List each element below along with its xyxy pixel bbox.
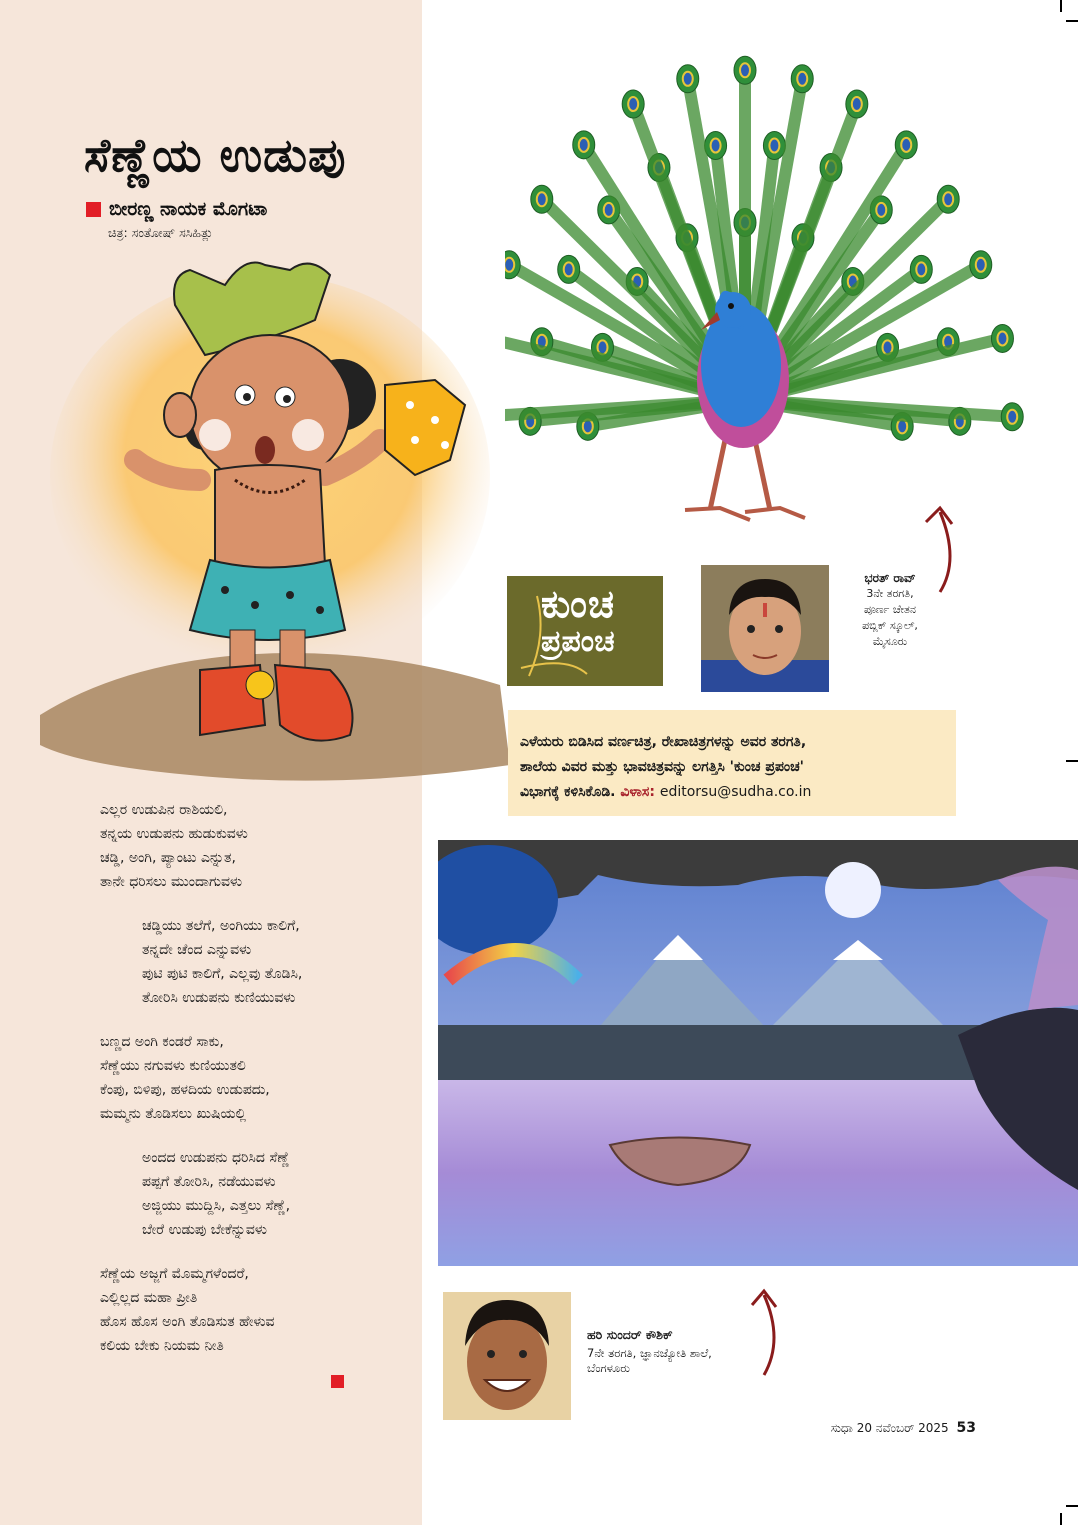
student1-detail: ಪಬ್ಲಿಕ್ ಸ್ಕೂಲ್, xyxy=(862,619,918,632)
child-illustration xyxy=(40,245,510,790)
poem-line: ಮಮ್ಮನು ತೊಡಿಸಲು ಖುಷಿಯಲ್ಲಿ xyxy=(100,1106,247,1122)
info-line-address xyxy=(520,780,944,805)
student1-detail: ಮೈಸೂರು xyxy=(872,635,908,648)
poem-line: ಪಪ್ಪಗೆ ತೋರಿಸಿ, ನಡೆಯುವಳು xyxy=(142,1174,276,1190)
crop-mark xyxy=(1060,0,1062,12)
crop-mark xyxy=(1066,20,1078,22)
poem-line: ಅಂದದ ಉಡುಪನು ಧರಿಸಿದ ಸೆಣ್ಣೆ xyxy=(142,1150,290,1166)
logo-word-kuncha: ಕುಂಚ xyxy=(541,582,615,626)
crop-mark xyxy=(1066,760,1078,762)
student2-name: ಹರಿ ಸುಂದರ್ ಕೌಶಿಕ್ xyxy=(587,1327,673,1342)
illustration-credit: ಚಿತ್ರ: ಸಂತೋಷ್ ಸಸಿಹಿತ್ಲು xyxy=(108,225,214,240)
poem-line: ಸೆಣ್ಣೆಯು ನಗುವಳು ಕುಣಿಯುತಲಿ xyxy=(100,1058,246,1074)
peacock-drawing xyxy=(505,30,1025,550)
logo-word-prapancha: ಪ್ರಪಂಚ xyxy=(541,624,615,659)
poem-line: ಕೆಂಪು, ಬಿಳಿಪು, ಹಳದಿಯ ಉಡುಪದು, xyxy=(100,1082,270,1098)
end-of-article-mark xyxy=(331,1375,344,1388)
poem-line: ಚಡ್ಡಿ, ಅಂಗಿ, ಪ್ಯಾಂಟು ಎನ್ನುತ, xyxy=(100,850,236,866)
poem-line: ಕಲಿಯ ಬೇಕು ನಿಯಮ ನೀತಿ xyxy=(100,1338,224,1354)
crop-mark xyxy=(1066,1505,1078,1507)
folio-text: ಸುಧಾ 20 ನವೆಂಬರ್ 2025 xyxy=(830,1421,949,1435)
student1-name: ಭರತ್ ರಾವ್ xyxy=(864,571,916,585)
poem-line: ತೋರಿಸಿ ಉಡುಪನು ಕುಣಿಯುವಳು xyxy=(142,990,296,1006)
poem-line: ಹೊಸ ಹೊಸ ಅಂಗಿ ತೊಡಿಸುತ ಹೇಳುವ xyxy=(100,1314,275,1330)
student2-caption xyxy=(587,1327,787,1376)
poem-line: ತನ್ನದೇ ಚೆಂದ ಎನ್ನುವಳು xyxy=(142,942,252,958)
poem-line: ಬಣ್ಣದ ಅಂಗಿ ಕಂಡರೆ ಸಾಕು, xyxy=(100,1034,224,1050)
crop-mark xyxy=(1060,1513,1062,1525)
student2-photo xyxy=(443,1292,571,1420)
student1-photo xyxy=(701,565,829,692)
student2-detail: 7ನೇ ತರಗತಿ, ಜ್ಞಾನಜ್ಯೋತಿ ಶಾಲೆ, xyxy=(587,1346,712,1360)
poem-line: ತನ್ನಯ ಉಡುಪನು ಹುಡುಕುವಳು xyxy=(100,826,248,842)
info-line: ಎಳೆಯರು ಬಿಡಿಸಿದ ವರ್ಣಚಿತ್ರ, ರೇಖಾಚಿತ್ರಗಳನ್ನು ಅವರ ತರಗತಿ, xyxy=(520,734,807,750)
submission-info-box xyxy=(508,710,956,816)
poem-line: ಅಜ್ಜಿಯು ಮುದ್ದಿಸಿ, ಎತ್ತಲು ಸೆಣ್ಣೆ, xyxy=(142,1198,291,1214)
student1-detail: 3ನೇ ತರಗತಿ, xyxy=(866,587,914,600)
poem-title: ಸೆಣ್ಣೆಯ ಉಡುಪು xyxy=(84,128,347,182)
poem-line: ಬೇರೆ ಉಡುಪು ಬೇಕೆನ್ನುವಳು xyxy=(142,1222,267,1238)
poem-stanza xyxy=(100,1146,420,1242)
page-number: 53 xyxy=(956,1420,976,1436)
page-folio xyxy=(831,1420,976,1436)
poem-line: ಚಡ್ಡಿಯು ತಲೆಗೆ, ಅಂಗಿಯು ಕಾಲಿಗೆ, xyxy=(142,918,300,934)
student1-detail: ಪೂರ್ಣ ಚೇತನ xyxy=(864,603,916,616)
poem-line: ಪುಟಿ ಪುಟಿ ಕಾಲಿಗೆ, ಎಲ್ಲವು ತೊಡಿಸಿ, xyxy=(142,966,303,982)
landscape-painting xyxy=(438,840,1078,1266)
email-address[interactable]: editorsu@sudha.co.in xyxy=(659,784,812,800)
poem-stanza xyxy=(100,1030,420,1126)
poem-line: ಎಲ್ಲರ ಉಡುಪಿನ ರಾಶಿಯಲಿ, xyxy=(100,802,228,818)
poem-stanza xyxy=(100,1262,420,1358)
address-label: ವಿಳಾಸ: xyxy=(620,784,655,800)
student1-caption xyxy=(830,570,950,650)
bullet-square-icon xyxy=(86,202,101,217)
info-line: ವಿಭಾಗಕ್ಕೆ ಕಳಿಸಿಕೊಡಿ. xyxy=(520,784,616,800)
poem-line: ಎಲ್ಲಿಲ್ಲದ ಮಹಾ ಪ್ರೀತಿ xyxy=(100,1290,198,1306)
poem-line: ತಾನೇ ಧರಿಸಲು ಮುಂದಾಗುವಳು xyxy=(100,874,243,890)
poem-stanza xyxy=(100,914,420,1010)
poem-body xyxy=(100,798,420,1378)
info-line: ಶಾಲೆಯ ವಿವರ ಮತ್ತು ಭಾವಚಿತ್ರವನ್ನು ಲಗತ್ತಿಸಿ 'ಕುಂಚ ಪ್ರಪಂಚ' xyxy=(520,759,804,775)
kuncha-prapancha-logo xyxy=(507,576,663,686)
author-row xyxy=(86,198,267,220)
poem-stanza xyxy=(100,798,420,894)
student2-detail: ಬೆಂಗಳೂರು xyxy=(587,1361,630,1375)
poem-line: ಸೆಣ್ಣೆಯ ಅಜ್ಜಗೆ ಮೊಮ್ಮಗಳೆಂದರೆ, xyxy=(100,1266,249,1282)
poem-author: ಬೀರಣ್ಣ ನಾಯಕ ಮೊಗಟಾ xyxy=(109,198,268,220)
